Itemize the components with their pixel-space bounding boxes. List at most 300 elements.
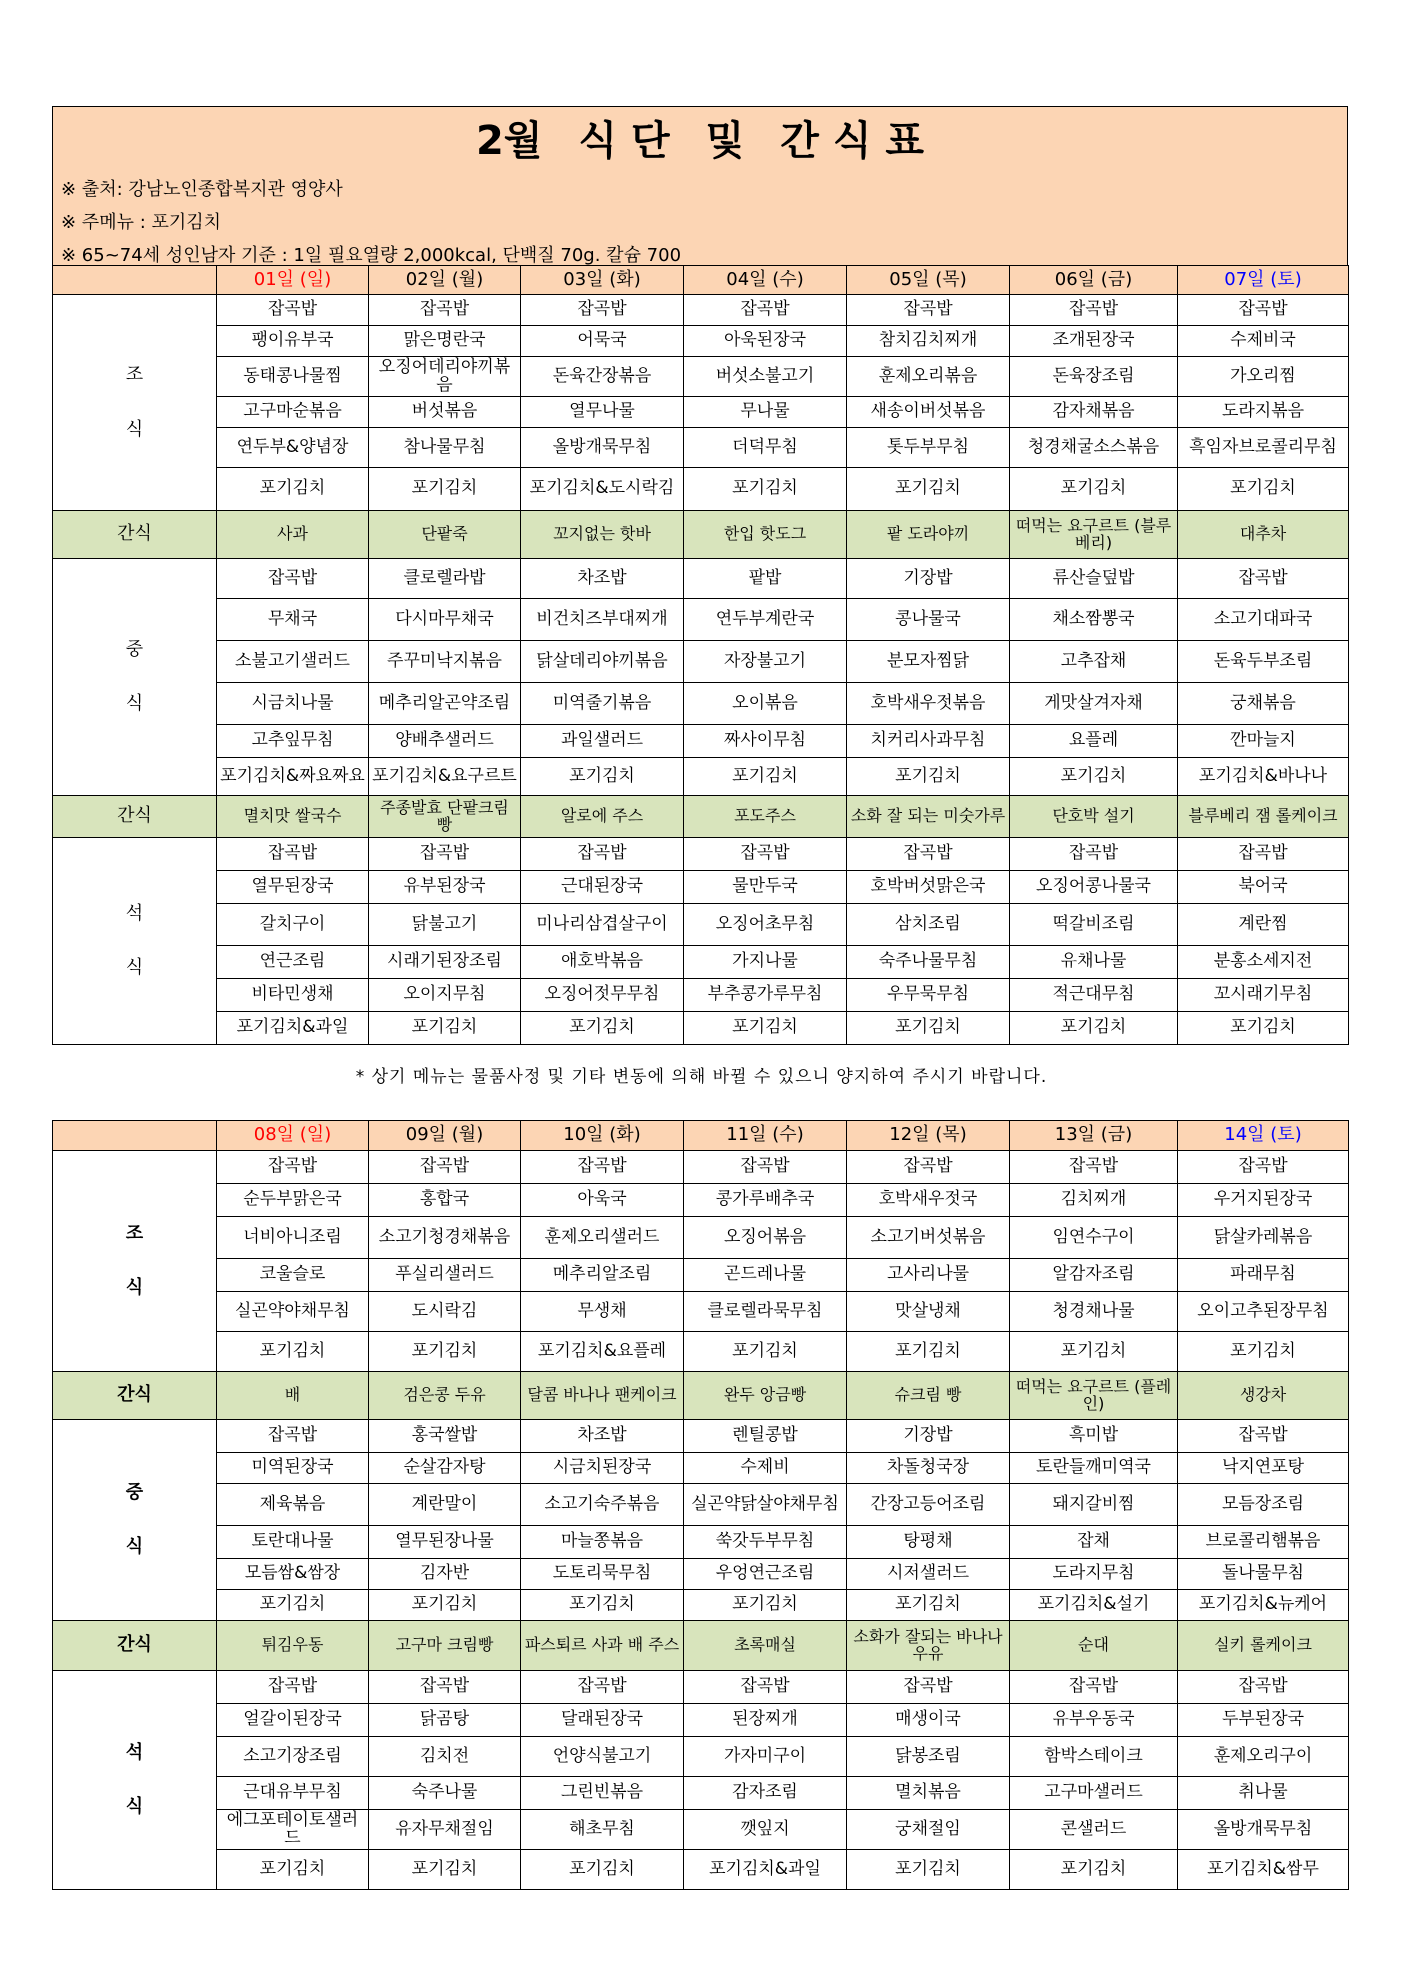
menu-cell: 팥밥 xyxy=(684,559,847,599)
menu-cell: 잡곡밥 xyxy=(684,1151,847,1184)
menu-cell: 오징어젓무무침 xyxy=(521,979,684,1012)
menu-cell: 포기김치&짜요짜요 xyxy=(217,758,369,796)
dinner-row xyxy=(53,1737,1349,1777)
menu-cell: 오이고추된장무침 xyxy=(1178,1292,1349,1332)
dinner-row xyxy=(53,979,1349,1012)
snack-cell: 소화 잘 되는 미숫가루 xyxy=(847,796,1010,838)
menu-cell: 얼갈이된장국 xyxy=(217,1704,369,1737)
lunch-label xyxy=(53,559,217,796)
menu-cell: 잡곡밥 xyxy=(847,838,1010,871)
menu-cell: 소고기대파국 xyxy=(1178,599,1349,641)
menu-cell: 포기김치 xyxy=(217,1590,369,1621)
breakfast-row xyxy=(53,1259,1349,1292)
menu-cell: 시금치된장국 xyxy=(521,1453,684,1484)
dinner-row xyxy=(53,1671,1349,1704)
title-part: 간 식 표 xyxy=(780,118,925,164)
menu-cell: 잡곡밥 xyxy=(684,1671,847,1704)
dinner-label-char: 석 xyxy=(125,1741,144,1763)
menu-cell: 애호박볶음 xyxy=(521,946,684,979)
menu-cell: 잡곡밥 xyxy=(1010,295,1178,326)
menu-cell: 분모자찜닭 xyxy=(847,641,1010,683)
dinner-row xyxy=(53,1777,1349,1810)
menu-cell: 가오리찜 xyxy=(1178,357,1349,397)
menu-cell: 더덕무침 xyxy=(684,428,847,468)
snack-label: 간식 xyxy=(53,1372,217,1420)
breakfast-row xyxy=(53,1184,1349,1217)
menu-cell: 포기김치 xyxy=(1178,468,1349,511)
menu-cell: 요플레 xyxy=(1010,725,1178,758)
snack-cell: 실키 롤케이크 xyxy=(1178,1621,1349,1671)
menu-cell: 포기김치 xyxy=(847,1332,1010,1372)
menu-cell: 포기김치&과일 xyxy=(684,1850,847,1890)
menu-cell: 잡곡밥 xyxy=(1178,1420,1349,1453)
menu-cell: 소고기청경채볶음 xyxy=(369,1217,521,1259)
menu-cell: 오징어데리야끼볶음 xyxy=(369,357,521,397)
menu-cell: 닭살데리야끼볶음 xyxy=(521,641,684,683)
day-header-row xyxy=(53,266,1349,295)
menu-cell: 포기김치&바나나 xyxy=(1178,758,1349,796)
menu-cell: 마늘쫑볶음 xyxy=(521,1526,684,1559)
menu-cell: 포기김치 xyxy=(217,1850,369,1890)
menu-cell: 양배추샐러드 xyxy=(369,725,521,758)
menu-cell: 잡곡밥 xyxy=(1178,295,1349,326)
menu-cell: 포기김치 xyxy=(521,1012,684,1045)
snack-cell: 단팥죽 xyxy=(369,511,521,559)
menu-cell: 순두부맑은국 xyxy=(217,1184,369,1217)
breakfast-label xyxy=(53,1151,217,1372)
breakfast-label xyxy=(53,295,217,511)
menu-cell: 임연수구이 xyxy=(1010,1217,1178,1259)
menu-cell: 근대된장국 xyxy=(521,871,684,904)
day-header: 11일 (수) xyxy=(684,1121,847,1151)
menu-cell: 닭불고기 xyxy=(369,904,521,946)
menu-cell: 잡곡밥 xyxy=(369,1671,521,1704)
menu-cell: 포기김치 xyxy=(1178,1012,1349,1045)
menu-cell: 비타민생채 xyxy=(217,979,369,1012)
snack-cell: 생강차 xyxy=(1178,1372,1349,1420)
menu-cell: 호박새우젓국 xyxy=(847,1184,1010,1217)
menu-cell: 콘샐러드 xyxy=(1010,1810,1178,1850)
menu-cell: 브로콜리햄볶음 xyxy=(1178,1526,1349,1559)
snack-cell: 떠먹는 요구르트 (블루베리) xyxy=(1010,511,1178,559)
snack-cell: 멸치맛 쌀국수 xyxy=(217,796,369,838)
dinner-row xyxy=(53,904,1349,946)
snack-label: 간식 xyxy=(53,1621,217,1671)
menu-cell: 유부된장국 xyxy=(369,871,521,904)
menu-cell: 북어국 xyxy=(1178,871,1349,904)
menu-cell: 고추잡채 xyxy=(1010,641,1178,683)
menu-cell: 닭곰탕 xyxy=(369,1704,521,1737)
menu-cell: 흑임자브로콜리무침 xyxy=(1178,428,1349,468)
menu-cell: 궁채볶음 xyxy=(1178,683,1349,725)
menu-cell: 무채국 xyxy=(217,599,369,641)
menu-cell: 우무묵무침 xyxy=(847,979,1010,1012)
day-header: 09일 (월) xyxy=(369,1121,521,1151)
menu-cell: 미역줄기볶음 xyxy=(521,683,684,725)
lunch-row xyxy=(53,1559,1349,1590)
menu-cell: 소고기버섯볶음 xyxy=(847,1217,1010,1259)
breakfast-label-char: 식 xyxy=(125,418,144,440)
menu-cell: 삼치조림 xyxy=(847,904,1010,946)
dinner-row xyxy=(53,1704,1349,1737)
lunch-row xyxy=(53,725,1349,758)
menu-cell: 청경채나물 xyxy=(1010,1292,1178,1332)
menu-cell: 숙주나물무침 xyxy=(847,946,1010,979)
menu-cell: 탕평채 xyxy=(847,1526,1010,1559)
menu-cell: 순살감자탕 xyxy=(369,1453,521,1484)
menu-cell: 그린빈볶음 xyxy=(521,1777,684,1810)
menu-cell: 포기김치&요플레 xyxy=(521,1332,684,1372)
lunch-label-char: 식 xyxy=(125,693,144,714)
breakfast-row xyxy=(53,428,1349,468)
lunch-row xyxy=(53,758,1349,796)
lunch-row xyxy=(53,641,1349,683)
menu-cell: 포기김치 xyxy=(1010,1850,1178,1890)
snack-cell: 주종발효 단팥크림 빵 xyxy=(369,796,521,838)
menu-cell: 너비아니조림 xyxy=(217,1217,369,1259)
menu-cell: 포기김치&과일 xyxy=(217,1012,369,1045)
menu-cell: 포기김치 xyxy=(369,1850,521,1890)
lunch-row xyxy=(53,1526,1349,1559)
menu-cell: 포기김치&쌈무 xyxy=(1178,1850,1349,1890)
menu-cell: 잡곡밥 xyxy=(684,295,847,326)
menu-cell: 감자채볶음 xyxy=(1010,397,1178,428)
menu-cell: 홍국쌀밥 xyxy=(369,1420,521,1453)
dinner-row xyxy=(53,1810,1349,1850)
menu-cell: 토란대나물 xyxy=(217,1526,369,1559)
snack-cell: 달콤 바나나 팬케이크 xyxy=(521,1372,684,1420)
menu-cell: 달래된장국 xyxy=(521,1704,684,1737)
menu-cell: 채소짬뽕국 xyxy=(1010,599,1178,641)
menu-cell: 감자조림 xyxy=(684,1777,847,1810)
menu-cell: 포기김치 xyxy=(684,1012,847,1045)
menu-cell: 포기김치 xyxy=(684,758,847,796)
menu-cell: 잡곡밥 xyxy=(1178,1151,1349,1184)
menu-cell: 호박버섯맑은국 xyxy=(847,871,1010,904)
menu-cell: 알감자조림 xyxy=(1010,1259,1178,1292)
menu-cell: 시금치나물 xyxy=(217,683,369,725)
menu-cell: 잡곡밥 xyxy=(1010,838,1178,871)
menu-cell: 잡곡밥 xyxy=(217,1151,369,1184)
menu-cell: 궁채절임 xyxy=(847,1810,1010,1850)
menu-cell: 기장밥 xyxy=(847,559,1010,599)
menu-cell: 잡곡밥 xyxy=(217,295,369,326)
menu-cell: 오징어볶음 xyxy=(684,1217,847,1259)
menu-cell: 포기김치 xyxy=(1010,1332,1178,1372)
day-header: 03일 (화) xyxy=(521,266,684,295)
menu-cell: 잡곡밥 xyxy=(521,1151,684,1184)
menu-cell: 계란말이 xyxy=(369,1484,521,1526)
menu-cell: 닭살카레볶음 xyxy=(1178,1217,1349,1259)
menu-cell: 계란찜 xyxy=(1178,904,1349,946)
menu-cell: 클로렐라밥 xyxy=(369,559,521,599)
title-part: 2월 xyxy=(475,118,543,164)
menu-cell: 동태콩나물찜 xyxy=(217,357,369,397)
snack-row xyxy=(53,796,1349,838)
menu-cell: 호박새우젓볶음 xyxy=(847,683,1010,725)
menu-cell: 연두부&양념장 xyxy=(217,428,369,468)
menu-cell: 잡곡밥 xyxy=(1010,1151,1178,1184)
menu-cell: 잡곡밥 xyxy=(521,838,684,871)
menu-cell: 다시마무채국 xyxy=(369,599,521,641)
menu-cell: 버섯볶음 xyxy=(369,397,521,428)
menu-cell: 깐마늘지 xyxy=(1178,725,1349,758)
menu-cell: 김자반 xyxy=(369,1559,521,1590)
menu-cell: 깻잎지 xyxy=(684,1810,847,1850)
menu-cell: 홍합국 xyxy=(369,1184,521,1217)
menu-cell: 무생채 xyxy=(521,1292,684,1332)
menu-cell: 근대유부무침 xyxy=(217,1777,369,1810)
snack-label: 간식 xyxy=(53,796,217,838)
menu-cell: 훈제오리샐러드 xyxy=(521,1217,684,1259)
dinner-row xyxy=(53,946,1349,979)
menu-cell: 물만두국 xyxy=(684,871,847,904)
menu-section-week1 xyxy=(52,106,1348,1045)
source-info: ※ 출처: 강남노인종합복지관 영양사 xyxy=(61,179,343,200)
menu-cell: 고추잎무침 xyxy=(217,725,369,758)
menu-cell: 포기김치 xyxy=(684,1590,847,1621)
snack-cell: 사과 xyxy=(217,511,369,559)
title-part: 및 xyxy=(705,118,745,164)
menu-cell: 치커리사과무침 xyxy=(847,725,1010,758)
snack-cell: 한입 핫도그 xyxy=(684,511,847,559)
lunch-label-char: 식 xyxy=(125,1536,144,1557)
day-header: 13일 (금) xyxy=(1010,1121,1178,1151)
menu-cell: 실곤약닭살야채무침 xyxy=(684,1484,847,1526)
menu-cell: 포기김치 xyxy=(369,1332,521,1372)
notice-text: * 상기 메뉴는 물품사정 및 기타 변동에 의해 바뀔 수 있으니 양지하여 주시기 바랍니다. xyxy=(355,1067,1048,1087)
menu-cell: 고구마샐러드 xyxy=(1010,1777,1178,1810)
menu-cell: 잡곡밥 xyxy=(684,838,847,871)
menu-cell: 포기김치 xyxy=(217,468,369,511)
breakfast-row xyxy=(53,1151,1349,1184)
day-header: 08일 (일) xyxy=(217,1121,369,1151)
menu-cell: 참나물무침 xyxy=(369,428,521,468)
snack-cell: 대추차 xyxy=(1178,511,1349,559)
menu-cell: 포기김치 xyxy=(1010,1012,1178,1045)
breakfast-label-char: 식 xyxy=(125,1277,144,1298)
day-header: 14일 (토) xyxy=(1178,1121,1349,1151)
menu-cell: 함박스테이크 xyxy=(1010,1737,1178,1777)
menu-cell: 우거지된장국 xyxy=(1178,1184,1349,1217)
menu-cell: 돈육장조림 xyxy=(1010,357,1178,397)
dinner-row xyxy=(53,871,1349,904)
menu-cell: 꼬시래기무침 xyxy=(1178,979,1349,1012)
dinner-row xyxy=(53,1012,1349,1045)
nutrition-info: ※ 65~74세 성인남자 기준 : 1일 필요열량 2,000kcal, 단백질 70g. 칼슘 700 xyxy=(61,245,682,266)
menu-cell: 연근조림 xyxy=(217,946,369,979)
menu-cell: 토란들깨미역국 xyxy=(1010,1453,1178,1484)
dinner-row xyxy=(53,838,1349,871)
menu-cell: 오이볶음 xyxy=(684,683,847,725)
menu-cell: 제육볶음 xyxy=(217,1484,369,1526)
menu-cell: 열무된장국 xyxy=(217,871,369,904)
menu-cell: 연두부계란국 xyxy=(684,599,847,641)
menu-cell: 잡곡밥 xyxy=(1178,559,1349,599)
menu-table-week2 xyxy=(52,1120,1349,1890)
menu-cell: 메추리알곤약조림 xyxy=(369,683,521,725)
menu-cell: 미나리삼겹살구이 xyxy=(521,904,684,946)
menu-cell: 부추콩가루무침 xyxy=(684,979,847,1012)
menu-cell: 포기김치&요구르트 xyxy=(369,758,521,796)
day-header: 07일 (토) xyxy=(1178,266,1349,295)
menu-cell: 도라지볶음 xyxy=(1178,397,1349,428)
menu-cell: 돈육간장볶음 xyxy=(521,357,684,397)
menu-cell: 떡갈비조림 xyxy=(1010,904,1178,946)
snack-cell: 소화가 잘되는 바나나우유 xyxy=(847,1621,1010,1671)
menu-cell: 차조밥 xyxy=(521,1420,684,1453)
menu-cell: 잡곡밥 xyxy=(521,295,684,326)
lunch-label xyxy=(53,1420,217,1621)
snack-row xyxy=(53,1372,1349,1420)
menu-cell: 포기김치 xyxy=(1010,758,1178,796)
menu-cell: 김치찌개 xyxy=(1010,1184,1178,1217)
menu-cell: 자장불고기 xyxy=(684,641,847,683)
menu-cell: 취나물 xyxy=(1178,1777,1349,1810)
menu-cell: 푸실리샐러드 xyxy=(369,1259,521,1292)
menu-cell: 오징어콩나물국 xyxy=(1010,871,1178,904)
menu-cell: 닭봉조림 xyxy=(847,1737,1010,1777)
menu-cell: 짜사이무침 xyxy=(684,725,847,758)
menu-cell: 어묵국 xyxy=(521,326,684,357)
menu-cell: 포기김치 xyxy=(369,1012,521,1045)
menu-cell: 새송이버섯볶음 xyxy=(847,397,1010,428)
snack-row xyxy=(53,511,1349,559)
menu-cell: 포기김치&뉴케어 xyxy=(1178,1590,1349,1621)
day-header: 02일 (월) xyxy=(369,266,521,295)
snack-row xyxy=(53,1621,1349,1671)
page-title xyxy=(53,109,1347,166)
menu-cell: 포기김치 xyxy=(1010,468,1178,511)
menu-cell: 잡곡밥 xyxy=(217,1420,369,1453)
snack-cell: 팥 도라야끼 xyxy=(847,511,1010,559)
menu-cell: 톳두부무침 xyxy=(847,428,1010,468)
day-header: 05일 (목) xyxy=(847,266,1010,295)
menu-cell: 잡채 xyxy=(1010,1526,1178,1559)
menu-cell: 콩가루배추국 xyxy=(684,1184,847,1217)
menu-cell: 가자미구이 xyxy=(684,1737,847,1777)
menu-cell: 김치전 xyxy=(369,1737,521,1777)
menu-cell: 올방개묵무침 xyxy=(1178,1810,1349,1850)
menu-cell: 포기김치 xyxy=(217,1332,369,1372)
menu-cell: 류산슬덮밥 xyxy=(1010,559,1178,599)
menu-cell: 두부된장국 xyxy=(1178,1704,1349,1737)
day-header: 12일 (목) xyxy=(847,1121,1010,1151)
menu-cell: 잡곡밥 xyxy=(217,559,369,599)
snack-cell: 떠먹는 요구르트 (플레인) xyxy=(1010,1372,1178,1420)
day-header: 01일 (일) xyxy=(217,266,369,295)
menu-cell: 차조밥 xyxy=(521,559,684,599)
title-box xyxy=(52,106,1348,265)
snack-cell: 단호박 설기 xyxy=(1010,796,1178,838)
snack-cell: 파스퇴르 사과 배 주스 xyxy=(521,1621,684,1671)
menu-cell: 쑥갓두부무침 xyxy=(684,1526,847,1559)
menu-cell: 올방개묵무침 xyxy=(521,428,684,468)
menu-cell: 콩나물국 xyxy=(847,599,1010,641)
menu-cell: 포기김치 xyxy=(369,1590,521,1621)
menu-cell: 포기김치 xyxy=(684,1332,847,1372)
menu-cell: 돈육두부조림 xyxy=(1178,641,1349,683)
snack-cell: 검은콩 두유 xyxy=(369,1372,521,1420)
menu-cell: 적근대무침 xyxy=(1010,979,1178,1012)
menu-cell: 도토리묵무침 xyxy=(521,1559,684,1590)
menu-cell: 게맛살겨자채 xyxy=(1010,683,1178,725)
day-header: 06일 (금) xyxy=(1010,266,1178,295)
menu-cell: 시저샐러드 xyxy=(847,1559,1010,1590)
menu-cell: 아욱국 xyxy=(521,1184,684,1217)
breakfast-row xyxy=(53,295,1349,326)
dinner-row xyxy=(53,1850,1349,1890)
menu-cell: 모듬장조림 xyxy=(1178,1484,1349,1526)
menu-cell: 포기김치 xyxy=(521,1590,684,1621)
snack-cell: 포도주스 xyxy=(684,796,847,838)
day-header: 10일 (화) xyxy=(521,1121,684,1151)
menu-cell: 열무된장나물 xyxy=(369,1526,521,1559)
lunch-row xyxy=(53,1484,1349,1526)
menu-cell: 고사리나물 xyxy=(847,1259,1010,1292)
menu-cell: 오이지무침 xyxy=(369,979,521,1012)
menu-cell: 아욱된장국 xyxy=(684,326,847,357)
lunch-row xyxy=(53,1590,1349,1621)
menu-cell: 에그포테이토샐러드 xyxy=(217,1810,369,1850)
menu-cell: 맛살냉채 xyxy=(847,1292,1010,1332)
menu-cell: 포기김치 xyxy=(847,1012,1010,1045)
main-menu-info: ※ 주메뉴 : 포기김치 xyxy=(61,212,222,233)
menu-cell: 포기김치 xyxy=(369,468,521,511)
menu-cell: 흑미밥 xyxy=(1010,1420,1178,1453)
menu-cell: 포기김치 xyxy=(847,1590,1010,1621)
menu-cell: 포기김치 xyxy=(847,758,1010,796)
menu-cell: 수제비 xyxy=(684,1453,847,1484)
menu-cell: 포기김치 xyxy=(847,468,1010,511)
lunch-row xyxy=(53,683,1349,725)
menu-cell: 우엉연근조림 xyxy=(684,1559,847,1590)
menu-cell: 수제비국 xyxy=(1178,326,1349,357)
snack-cell: 순대 xyxy=(1010,1621,1178,1671)
menu-cell: 잡곡밥 xyxy=(1178,1671,1349,1704)
menu-cell: 가지나물 xyxy=(684,946,847,979)
menu-cell: 훈제오리구이 xyxy=(1178,1737,1349,1777)
menu-cell: 잡곡밥 xyxy=(847,1151,1010,1184)
menu-cell: 숙주나물 xyxy=(369,1777,521,1810)
lunch-row xyxy=(53,1453,1349,1484)
menu-cell: 잡곡밥 xyxy=(521,1671,684,1704)
day-header: 04일 (수) xyxy=(684,266,847,295)
dinner-label-char: 식 xyxy=(125,1796,144,1817)
header-corner xyxy=(53,266,217,295)
snack-cell: 배 xyxy=(217,1372,369,1420)
menu-cell: 멸치볶음 xyxy=(847,1777,1010,1810)
breakfast-row xyxy=(53,397,1349,428)
menu-cell: 코울슬로 xyxy=(217,1259,369,1292)
breakfast-row xyxy=(53,326,1349,357)
snack-label: 간식 xyxy=(53,511,217,559)
menu-cell: 잡곡밥 xyxy=(1178,838,1349,871)
breakfast-label-char: 조 xyxy=(125,364,144,386)
menu-cell: 포기김치 xyxy=(521,758,684,796)
menu-cell: 과일샐러드 xyxy=(521,725,684,758)
breakfast-row xyxy=(53,1332,1349,1372)
snack-cell: 완두 앙금빵 xyxy=(684,1372,847,1420)
menu-cell: 돌나물무침 xyxy=(1178,1559,1349,1590)
menu-cell: 분홍소세지전 xyxy=(1178,946,1349,979)
dinner-label xyxy=(53,1671,217,1890)
menu-cell: 잡곡밥 xyxy=(369,838,521,871)
menu-cell: 모듬쌈&쌈장 xyxy=(217,1559,369,1590)
snack-cell: 알로에 주스 xyxy=(521,796,684,838)
menu-cell: 언양식불고기 xyxy=(521,1737,684,1777)
menu-cell: 소고기숙주볶음 xyxy=(521,1484,684,1526)
